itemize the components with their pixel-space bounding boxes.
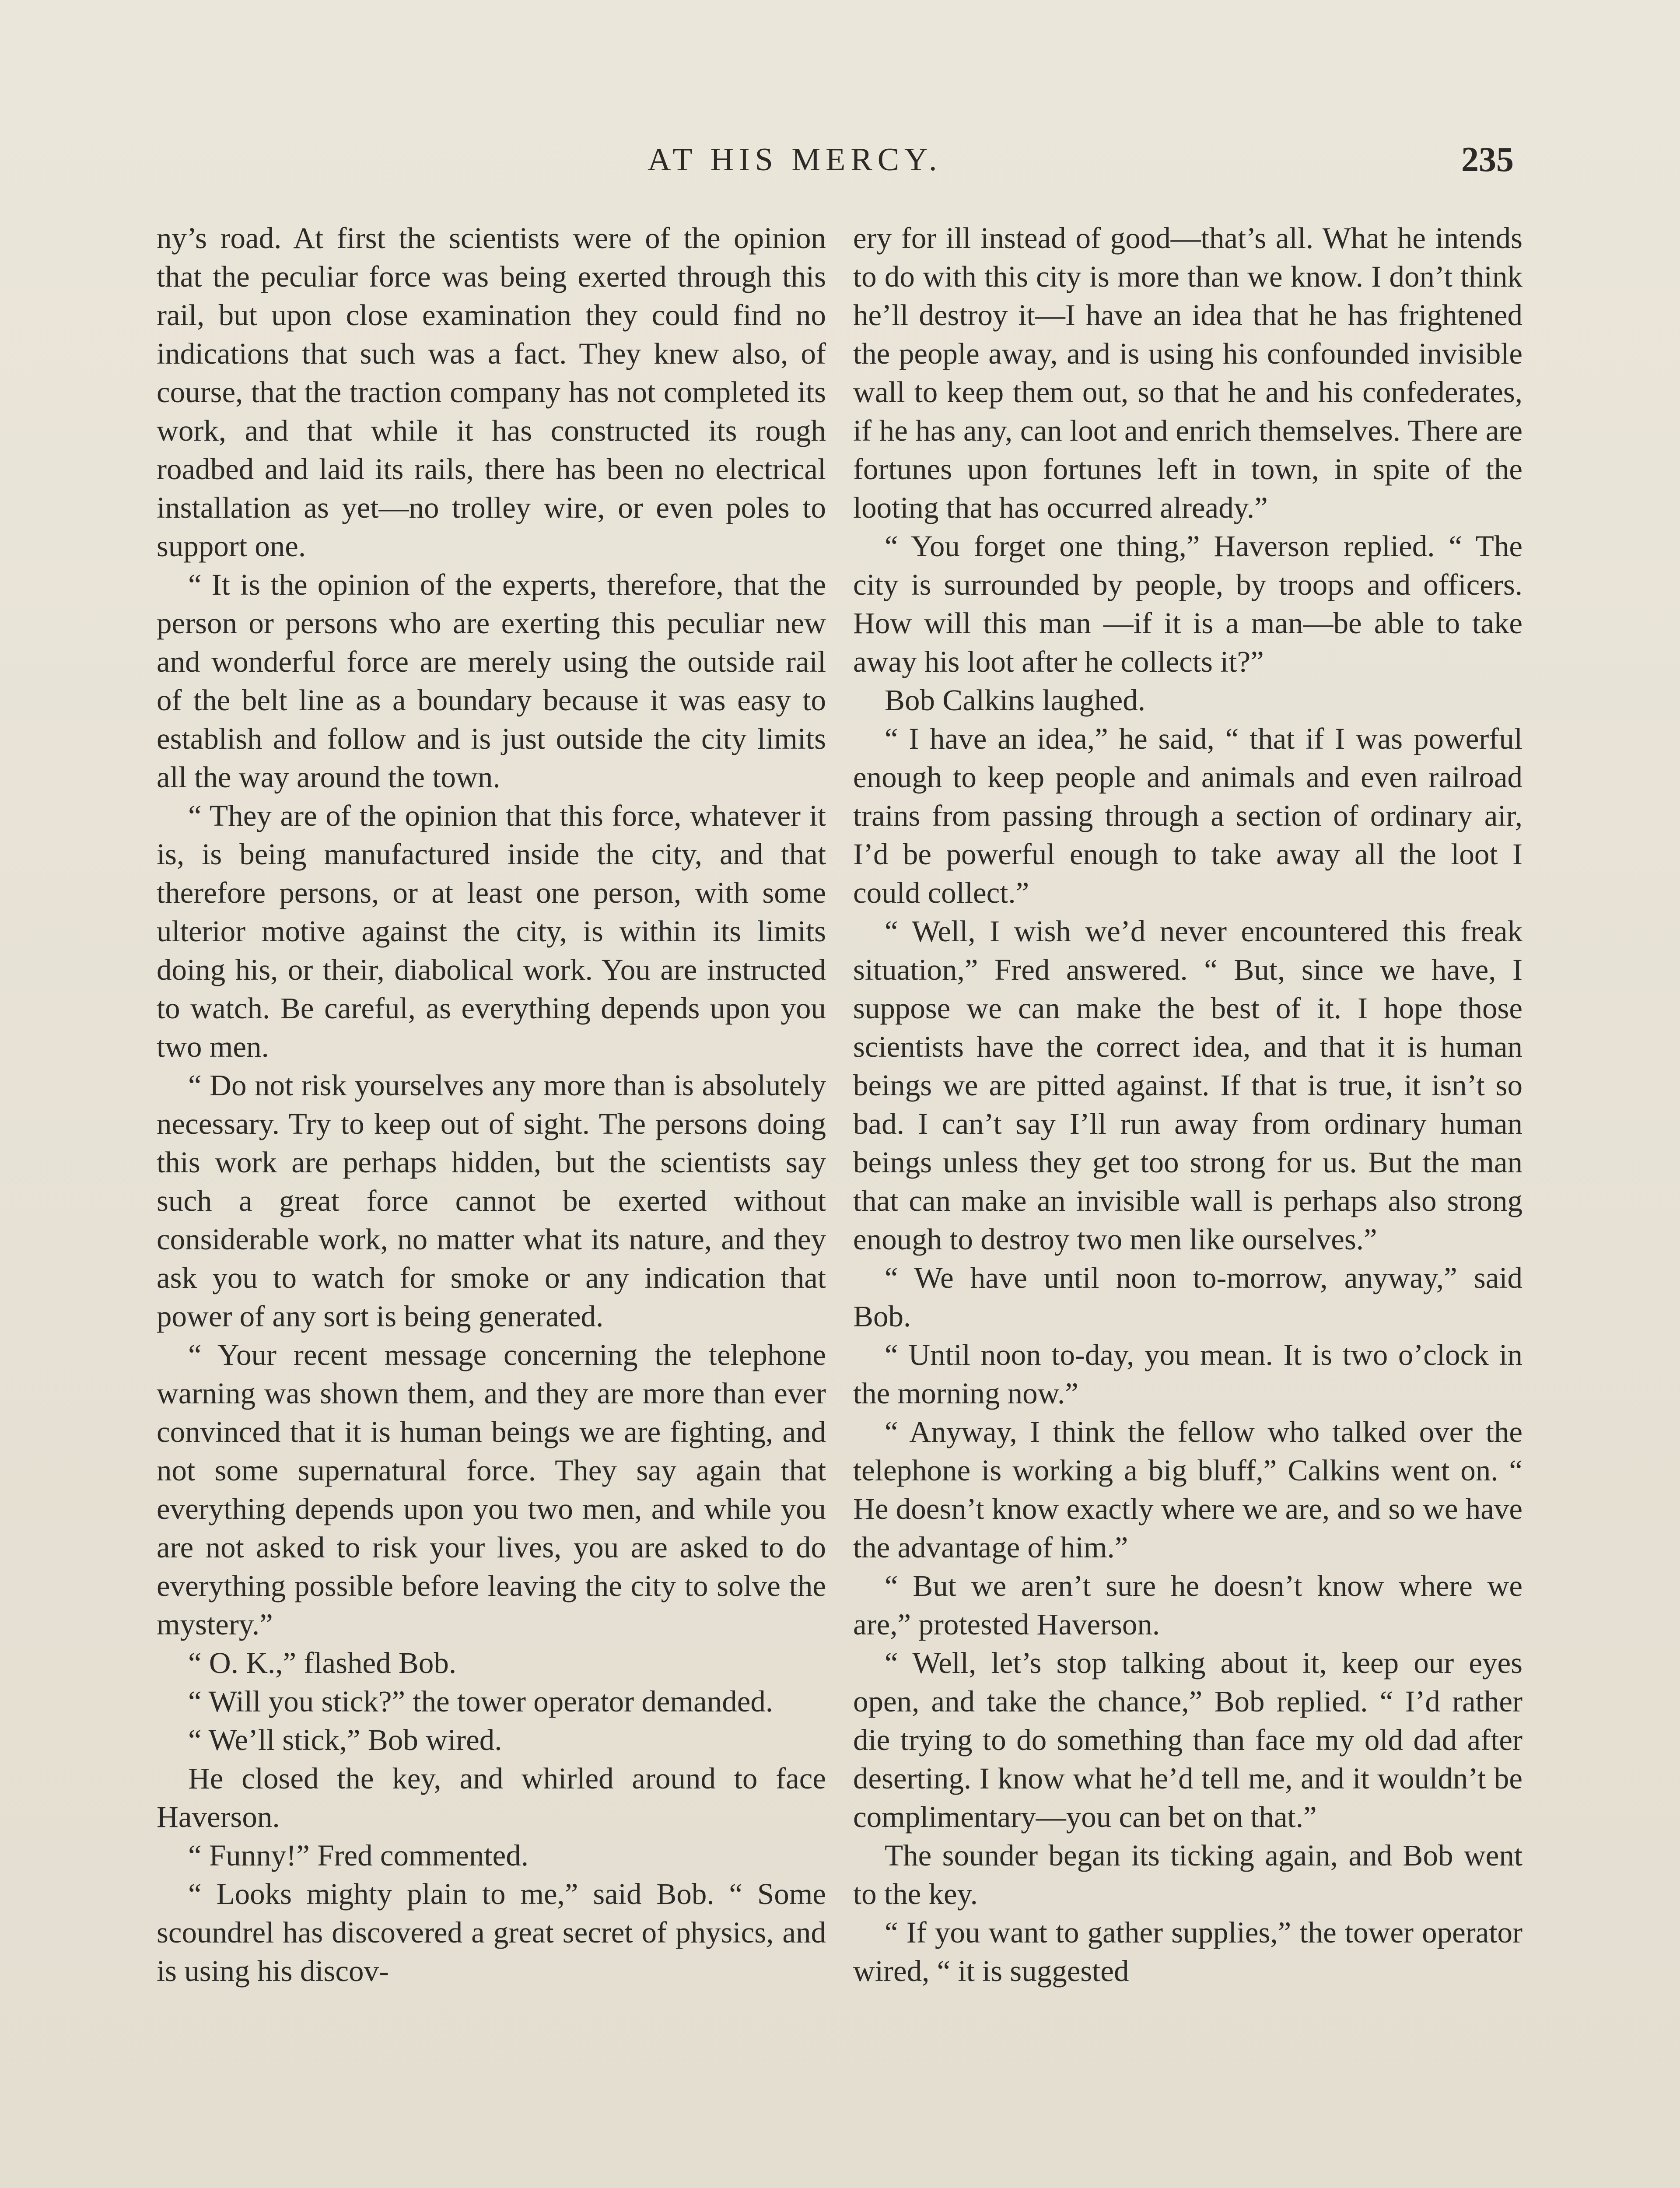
paragraph: “ We’ll stick,” Bob wired. xyxy=(188,1723,502,1757)
running-header xyxy=(0,136,1680,184)
paragraph: ery for ill instead of good—that’s all. What he intends to do with this city is more than we know. I don’t think he’ll destroy it—I have an idea that he has frightened the people away, and is using his confounded invisible wall to keep them out, so that he and his confederates, if he has any, can loot and enrich themselves. There are fortunes upon fortunes left in town, in spite of the looting that has occurred already.” xyxy=(853,221,1522,524)
paragraph: “ But we aren’t sure he doesn’t know where we are,” protested Haverson. xyxy=(853,1569,1522,1641)
paragraph: “ You forget one thing,” Haverson replied. “ The city is surrounded by people, by troops and officers. How will this man —if it is a man—be able to take away his loot after he collects it?” xyxy=(853,529,1522,678)
paragraph: “ Will you stick?” the tower operator demanded. xyxy=(188,1685,774,1718)
paragraph: “ It is the opinion of the experts, therefore, that the person or persons who are exerting this peculiar new and wonderful force are merely using the outside rail of the belt line as a boundary because it was easy to establish and follow and is just outside the city limits all the way around the town. xyxy=(157,568,826,794)
paragraph: “ We have until noon to-morrow, anyway,” said Bob. xyxy=(853,1261,1522,1333)
paragraph: “ Until noon to-day, you mean. It is two o’clock in the morning now.” xyxy=(853,1338,1522,1410)
left-column xyxy=(157,219,826,1990)
paragraph: “ O. K.,” flashed Bob. xyxy=(188,1646,457,1680)
paragraph: “ I have an idea,” he said, “ that if I was powerful enough to keep people and animals and even railroad trains from passing through a section of ordinary air, I’d be powerful enough to take away all the loot I could collect.” xyxy=(853,722,1522,909)
paragraph: “ Do not risk yourselves any more than is absolutely necessary. Try to keep out of sight. The persons doing this work are perhaps hidden, but the scientists say such a great force cannot be exerted without considerable work, no matter what its nature, and they ask you to watch for smoke or any indication that power of any sort is being generated. xyxy=(157,1069,826,1333)
paragraph: “ Anyway, I think the fellow who talked over the telephone is working a big bluff,” Calkins went on. “ He doesn’t know exactly where we are, and so we have the advantage of him.” xyxy=(853,1415,1522,1564)
paragraph: “ Your recent message concerning the telephone warning was shown them, and they are more than ever convinced that it is human beings we are fighting, and not some supernatural force. They say again that everything depends upon you two men, and while you are not asked to risk your lives, you are asked to do everything possible before leaving the city to solve the mystery.” xyxy=(157,1338,826,1641)
paragraph: ny’s road. At first the scientists were of the opinion that the peculiar force was being exerted through this rail, but upon close examination they could find no indications that such was a fact. They knew also, of course, that the traction company has not completed its work, and that while it has constructed its rough roadbed and laid its rails, there has been no electrical installation as yet—no trolley wire, or even poles to support one. xyxy=(157,221,826,563)
paragraph: “ Well, let’s stop talking about it, keep our eyes open, and take the chance,” Bob replied. “ I’d rather die trying to do something than face my old dad after deserting. I know what he’d tell me, and it wouldn’t be complimentary—you can bet on that.” xyxy=(853,1646,1522,1834)
paragraph: The sounder began its ticking again, and Bob went to the key. xyxy=(853,1839,1522,1911)
right-column xyxy=(853,219,1522,1990)
paragraph: Bob Calkins laughed. xyxy=(885,684,1146,717)
running-title: AT HIS MERCY. xyxy=(648,142,942,178)
paragraph: “ Looks mighty plain to me,” said Bob. “ Some scoundrel has discovered a great secret of physics, and is using his discov- xyxy=(157,1877,826,1988)
paragraph: “ If you want to gather supplies,” the tower operator wired, “ it is suggested xyxy=(853,1916,1522,1988)
paragraph: “ Well, I wish we’d never encountered this freak situation,” Fred answered. “ But, since we have, I suppose we can make the best of it. I hope those scientists have the correct idea, and that it is human beings we are pitted against. If that is true, it isn’t so bad. I can’t say I’ll run away from ordinary human beings unless they get too strong for us. But the man that can make an invisible wall is perhaps also strong enough to destroy two men like ourselves.” xyxy=(853,915,1522,1256)
paragraph: “ They are of the opinion that this force, whatever it is, is being manufactured inside the city, and that therefore persons, or at least one person, with some ulterior motive against the city, is within its limits doing his, or their, diabolical work. You are instructed to watch. Be careful, as everything depends upon you two men. xyxy=(157,799,826,1063)
page-number: 235 xyxy=(1461,140,1514,179)
paragraph: He closed the key, and whirled around to face Haverson. xyxy=(157,1762,826,1834)
paragraph: “ Funny!” Fred commented. xyxy=(188,1839,528,1872)
